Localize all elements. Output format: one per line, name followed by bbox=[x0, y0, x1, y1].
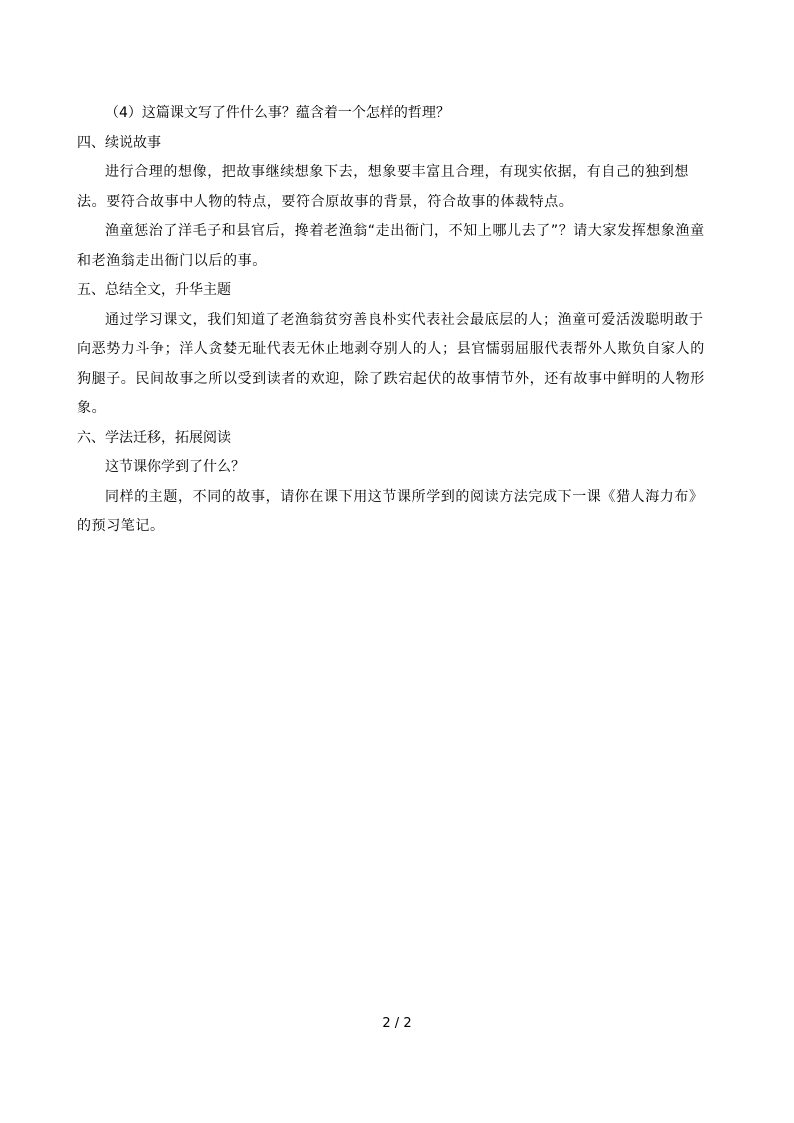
paragraph-summary: 通过学习课文，我们知道了老渔翁贫穷善良朴实代表社会最底层的人；渔童可爱活泼聪明敢于向恶势力斗争；洋人贪婪无耻代表无休止地剥夺别人的人；县官懦弱屈服代表帮外人欺负自家人的狗腿子。民间故事之所以受到读者的欢迎，除了跌宕起伏的故事情节外，还有故事中鲜明的人物形象。 bbox=[77, 311, 705, 416]
section-heading-extended-reading: 六、学法迁移，拓展阅读 bbox=[77, 429, 231, 446]
paragraph-homework: 同样的主题，不同的故事，请你在课下用这节课所学到的阅读方法完成下一课《猎人海力布》的预习笔记。 bbox=[77, 488, 704, 534]
question-item-4: （4）这篇课文写了件什么事？蕴含着一个怎样的哲理？ bbox=[105, 105, 450, 121]
paragraph-yutong-story: 渔童惩治了洋毛子和县官后，搀着老渔翁“走出衙门，不知上哪儿去了”？请大家发挥想象渔童和老渔翁走出衙门以后的事。 bbox=[77, 223, 705, 269]
section-heading-continue-story: 四、续说故事 bbox=[77, 134, 161, 151]
document-body bbox=[77, 99, 717, 542]
paragraph-imagination: 进行合理的想像，把故事继续想象下去，想象要丰富且合理，有现实依据，有自己的独到想法。要符合故事中人物的特点，要符合原故事的背景，符合故事的体裁特点。 bbox=[77, 164, 689, 210]
page-number: 2 / 2 bbox=[382, 1016, 412, 1031]
paragraph-what-learned: 这节课你学到了什么？ bbox=[105, 459, 245, 475]
section-heading-summary: 五、总结全文，升华主题 bbox=[77, 282, 231, 298]
